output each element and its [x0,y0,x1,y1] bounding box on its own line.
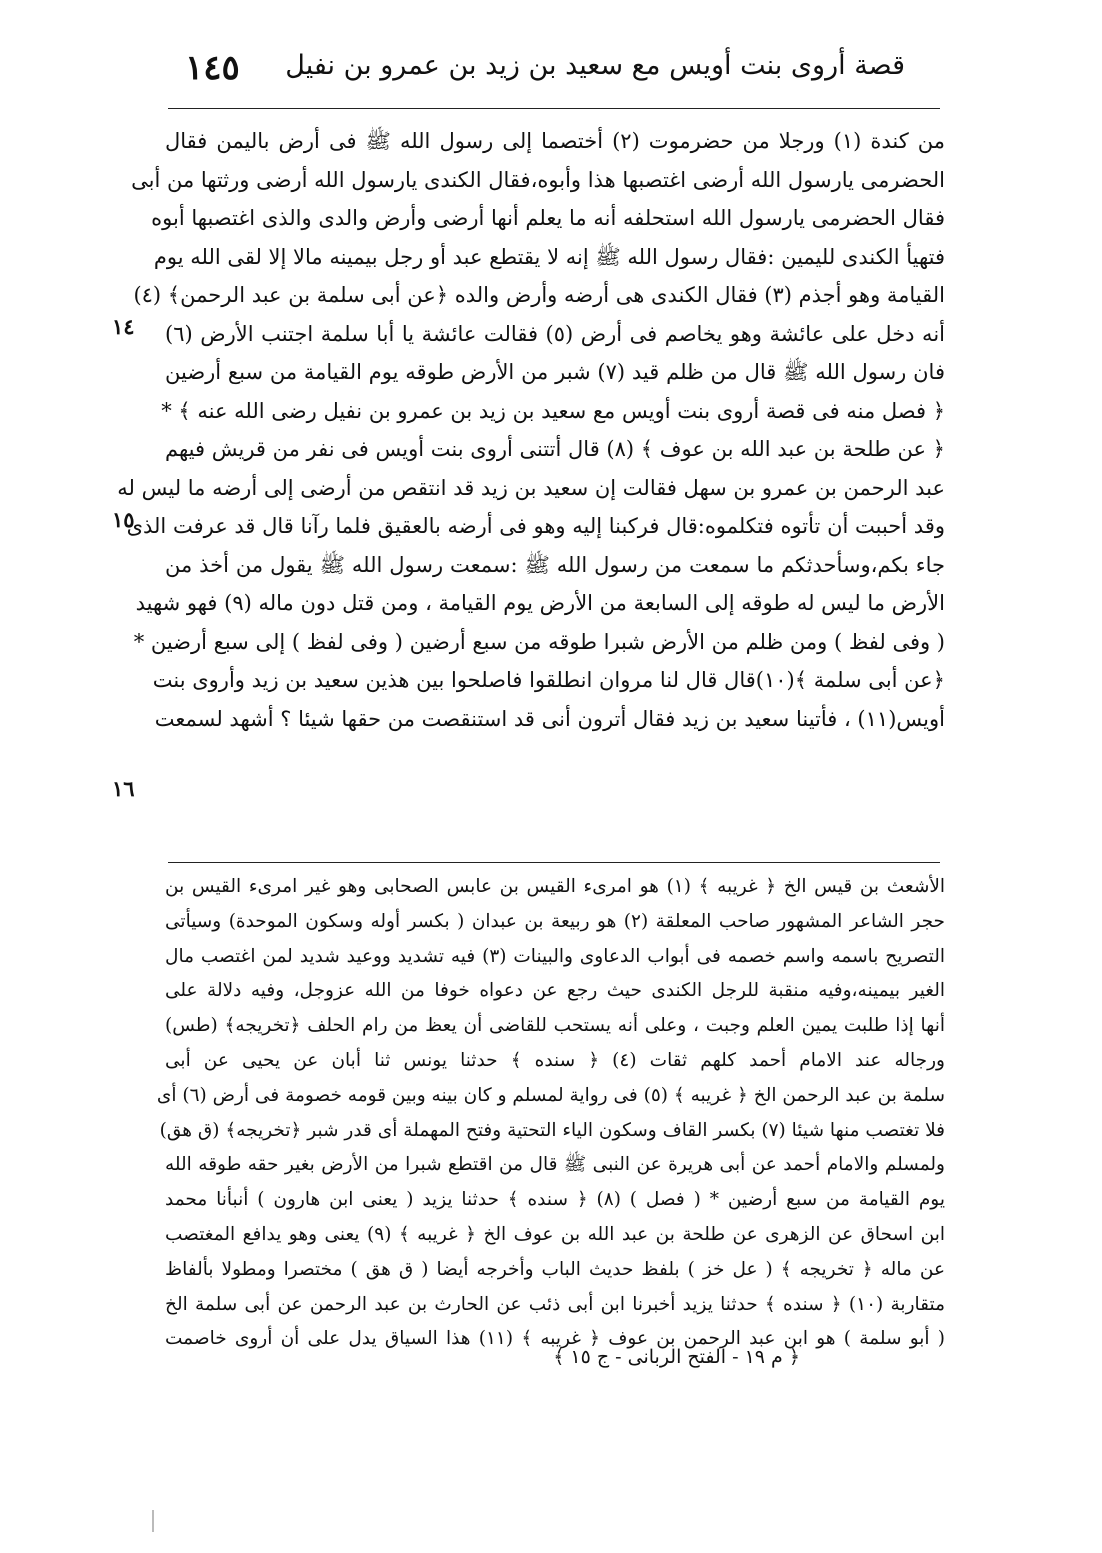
section-heading: ﴿ فصل منه فى قصة أروى بنت أويس مع سعيد بن زيد بن عمرو بن نفيل رضى الله عنه ﴾ * [161,398,945,423]
hadith-number: ١٥ [112,507,135,532]
running-title: قصة أروى بنت أويس مع سعيد بن زيد بن عمرو بن نفيل [285,50,905,81]
footnotes [156,870,946,1357]
footnote-line: عن ماله ﴿ تخريجه ﴾ ( عل خز ) بلفظ حديث الباب وأخرجه أيضا ( ق هق ) مختصرا ومطولا بألفاظ [165,1258,945,1280]
main-line: ( وفى لفظ ) ومن ظلم من الأرض شبرا طوقه من سبع أرضين ( وفى لفظ ) إلى سبع أرضين * [133,629,945,654]
footnote-line: التصريح باسمه واسم خصمه فى أبواب الدعاوى والبينات (٣) فيه تشديد ووعيد شديد لمن اغتصب مال [165,945,945,967]
page-number: ١٤٥ [185,48,240,88]
footnote-line: يوم القيامة من سبع أرضين * ( فصل ) (٨) ﴿ سنده ﴾ حدثنا يزيد ( يعنى ابن هارون ) أنبأنا محمد [165,1189,946,1211]
main-line: جاء بكم،وسأحدثكم ما سمعت من رسول الله ﷺ :سمعت رسول الله ﷺ يقول من أخذ من [165,552,945,577]
hadith-number: ١٤ [112,314,135,339]
footnote-line: فلا تغتصب منها شيئا (٧) بكسر القاف وسكون الياء التحتية وفتح المهملة أى قدر شبر ﴿تخريجه﴾ (ق هق) [159,1119,945,1141]
main-line: فتهيأ الكندى لليمين :فقال رسول الله ﷺ إنه لا يقتطع عبد أو رجل بيمينه مالا إلا لقى الله يوم [153,244,945,269]
footnote-divider [168,862,940,863]
footnote-line: ابن اسحاق عن الزهرى عن طلحة بن عبد الله بن عوف الخ ﴿ غريبه ﴾ (٩) يعنى وهو يدافع المغتصب [165,1223,945,1245]
main-line: أويس(١١) ، فأتينا سعيد بن زيد فقال أترون أنى قد استنقصت من حقها شيئا ؟ أشهد لسمعت [154,706,945,731]
main-line: عبد الرحمن بن عمرو بن سهل فقالت إن سعيد بن زيد قد انتقص من أرضى إلى أرضه ما ليس له [117,475,945,500]
header-divider [168,108,940,109]
footnote-line: أنها إذا طلبت يمين العلم وجبت ، وعلى أنه يستحب للقاضى أن يعظ من رام الحلف ﴿تخريجه﴾ (طس) [165,1015,945,1037]
main-line: من كندة (١) ورجلا من حضرموت (٢) أختصما إلى رسول الله ﷺ فى أرض باليمن فقال [165,129,945,153]
main-line: أنه دخل على عائشة وهو يخاصم فى أرض (٥) فقالت عائشة يا أبا سلمة اجتنب الأرض (٦) [165,321,945,346]
printer-signature: ﴿ م ١٩ - الفتح الربانى - ج ١٥ ﴾ [553,1346,800,1368]
footnote-line: ولمسلم والامام أحمد عن أبى هريرة عن النبى ﷺ قال من اقتطع شبرا من الأرض بغير حقه طوقه الله [165,1154,945,1176]
footnote-line: ( أبو سلمة ) هو ابن عبد الرحمن بن عوف ﴿ غريبه ﴾ (١١) هذا السياق يدل على أن أروى خاصمت [165,1328,945,1350]
footnote-line: متقاربة (١٠) ﴿ سنده ﴾ حدثنا يزيد أخبرنا ابن أبى ذئب عن الحارث بن عبد الرحمن عن أبى سلمة الخ [165,1293,945,1315]
main-line: الأرض ما ليس له طوقه إلى السابعة من الأرض يوم القيامة ، ومن قتل دون ماله (٩) فهو شهيد [135,591,945,615]
scan-mark [152,1510,154,1532]
main-line: فان رسول الله ﷺ قال من ظلم قيد (٧) شبر من الأرض طوقه يوم القيامة من سبع أرضين [165,360,945,384]
hadith-number: ١٦ [112,776,135,801]
main-line: ﴿عن أبى سلمة ﴾(١٠)قال قال لنا مروان انطلقوا فاصلحوا بين هذين سعيد بن زيد وأروى بنت [152,668,945,692]
footnote-line: سلمة بن عبد الرحمن الخ ﴿ غريبه ﴾ (٥) فى رواية لمسلم و كان بينه وبين قومه خصومة فى أرض (٦) أى [156,1084,945,1106]
main-line: وقد أحببت أن تأتوه فتكلموه:قال فركبنا إليه وهو فى أرضه بالعقيق فلما رآنا قال قد عرفت الذى [126,514,945,538]
footnote-line: الغير بيمينه،وفيه منقبة للرجل الكندى حيث رجع عن دعواه خوفا من الله عزوجل، وفيه دلالة على [165,980,945,1002]
main-line: القيامة وهو أجذم (٣) فقال الكندى هى أرضه وأرض والده ﴿عن أبى سلمة بن عبد الرحمن﴾ (٤) [133,283,945,307]
main-line: الحضرمى يارسول الله أرضى اغتصبها هذا وأبوه،فقال الكندى يارسول الله أرضى ورثتها من أبى [131,167,945,192]
footnote-line: الأشعث بن قيس الخ ﴿ غريبه ﴾ (١) هو امرىء القيس بن عابس الصحابى وهو غير امرىء القيس بن [165,876,946,897]
footnote-line: حجر الشاعر المشهور صاحب المعلقة (٢) هو ربيعة بن عبدان ( بكسر أوله وسكون الموحدة) وسيأتى [165,910,945,932]
footnote-line: ورجاله عند الامام أحمد كلهم ثقات (٤) ﴿ سنده ﴾ حدثنا يونس ثنا أبان عن يحيى عن أبى [165,1049,945,1071]
main-line: فقال الحضرمى يارسول الله استحلفه أنه ما يعلم أنها أرضى وأرض والدى والذى اغتصبها أبوه [151,206,945,230]
main-line: ﴿ عن طلحة بن عبد الله بن عوف ﴾ (٨) قال أتتنى أروى بنت أويس فى نفر من قريش فيهم [165,437,945,461]
